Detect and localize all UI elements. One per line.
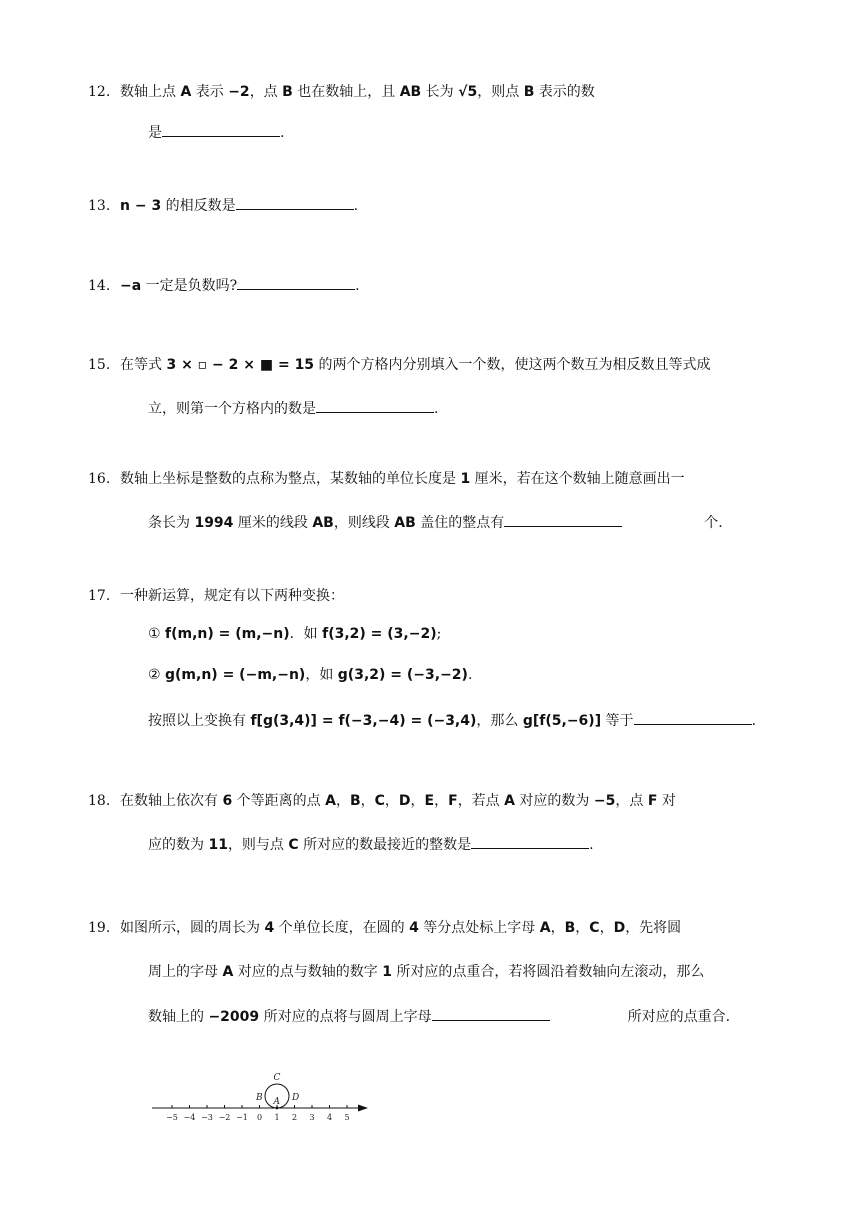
question-text: 所对应的点重合. bbox=[627, 1009, 731, 1025]
circle-label-c: C bbox=[273, 1073, 281, 1083]
question-text: ， bbox=[410, 793, 425, 809]
math-expression: 11 bbox=[208, 837, 228, 853]
math-expression: C bbox=[589, 920, 600, 936]
question-number: 15. bbox=[88, 357, 111, 373]
question-line bbox=[88, 586, 344, 606]
math-expression: −5 bbox=[593, 793, 616, 809]
answer-blank[interactable] bbox=[316, 398, 434, 413]
question-line bbox=[148, 624, 441, 644]
question-text: ，则与点 bbox=[227, 837, 289, 853]
question-text: 厘米，若在这个数轴上随意画出一 bbox=[470, 471, 685, 487]
axis-tick-label: −3 bbox=[201, 1113, 213, 1122]
math-expression: A bbox=[180, 84, 192, 100]
axis-tick-label: 5 bbox=[344, 1113, 350, 1122]
math-expression: E bbox=[424, 793, 435, 809]
answer-blank[interactable] bbox=[471, 834, 589, 849]
question-text: ，点 bbox=[615, 793, 648, 809]
math-expression: 4 bbox=[264, 920, 275, 936]
axis-tick-label: 0 bbox=[256, 1113, 263, 1122]
question-text: 个等距离的点 bbox=[232, 793, 326, 809]
question-text: . bbox=[434, 401, 439, 417]
question-text: 所对应的数最接近的整数是 bbox=[298, 837, 472, 853]
question-text: ， bbox=[550, 920, 565, 936]
question-text: ，那么 bbox=[476, 713, 523, 729]
question-text: 个单位长度，在圆的 bbox=[274, 920, 410, 936]
math-expression: −2 bbox=[228, 84, 250, 100]
question-text: ， bbox=[335, 793, 350, 809]
question-text: 对 bbox=[657, 793, 676, 809]
question-text: ， bbox=[434, 793, 449, 809]
question-text: . bbox=[353, 198, 359, 214]
question-text: 的相反数是 bbox=[161, 198, 236, 214]
answer-blank[interactable] bbox=[432, 1006, 550, 1021]
question-text: ② bbox=[148, 667, 166, 683]
answer-blank[interactable] bbox=[634, 710, 752, 725]
question-line bbox=[88, 82, 595, 102]
math-expression: C bbox=[374, 793, 385, 809]
question-text: ， bbox=[599, 920, 614, 936]
question-number: 13. bbox=[88, 198, 111, 214]
question-line bbox=[148, 834, 594, 855]
question-line bbox=[88, 195, 358, 216]
math-expression: 1 bbox=[382, 964, 392, 980]
question-text: 数轴上坐标是整数的点称为整点，某数轴的单位长度是 bbox=[120, 471, 461, 487]
question-text: ，点 bbox=[249, 84, 283, 100]
question-text: ， bbox=[384, 793, 399, 809]
question-line bbox=[148, 962, 704, 982]
answer-blank[interactable] bbox=[504, 512, 622, 527]
answer-blank[interactable] bbox=[162, 122, 280, 137]
answer-blank[interactable] bbox=[236, 195, 354, 210]
question-text: . bbox=[751, 713, 757, 729]
question-text: ，如 bbox=[305, 667, 338, 683]
question-number: 17. bbox=[88, 588, 111, 604]
axis-tick-label: −4 bbox=[183, 1113, 196, 1122]
math-expression: 6 bbox=[222, 793, 233, 809]
circle-label-d: D bbox=[292, 1093, 300, 1103]
math-expression: A bbox=[222, 964, 234, 980]
circle-label-b: B bbox=[256, 1093, 263, 1103]
math-expression: g[f(5,−6)] bbox=[522, 713, 602, 729]
axis-tick-label: 2 bbox=[291, 1113, 298, 1122]
question-text: 在数轴上依次有 bbox=[120, 793, 223, 809]
question-text: 表示的数 bbox=[534, 84, 595, 100]
math-expression: AB bbox=[312, 515, 334, 531]
math-expression: AB bbox=[394, 515, 416, 531]
question-text: ，则点 bbox=[477, 84, 524, 100]
math-expression: F bbox=[448, 793, 458, 809]
question-line bbox=[148, 665, 472, 685]
question-text: . bbox=[355, 278, 360, 294]
math-expression: g(m,n) = (−m,−n) bbox=[165, 667, 306, 683]
question-text: 在等式 bbox=[120, 357, 167, 373]
math-expression: g(3,2) = (−3,−2) bbox=[337, 667, 468, 683]
question-text: 盖住的整点有 bbox=[415, 515, 505, 531]
question-line bbox=[88, 355, 711, 375]
question-line bbox=[148, 710, 756, 731]
math-expression: AB bbox=[399, 84, 422, 100]
question-text: ， bbox=[575, 920, 590, 936]
math-expression: B bbox=[564, 920, 576, 936]
question-text: 一定是负数吗? bbox=[141, 278, 238, 294]
math-expression: f[g(3,4)] = f(−3,−4) = (−3,4) bbox=[250, 713, 477, 729]
question-text: 等于 bbox=[601, 713, 634, 729]
question-text: 长为 bbox=[421, 84, 459, 100]
question-text: 的两个方格内分别填入一个数，使这两个数互为相反数且等式成 bbox=[314, 357, 711, 373]
question-text: ，若点 bbox=[457, 793, 505, 809]
question-text: 所对应的点将与圆周上字母 bbox=[259, 1009, 432, 1025]
question-text: 表示 bbox=[191, 84, 229, 100]
math-expression: C bbox=[288, 837, 299, 853]
question-text: ， bbox=[360, 793, 375, 809]
math-expression: A bbox=[539, 920, 551, 936]
question-text: 也在数轴上，且 bbox=[292, 84, 400, 100]
question-line bbox=[88, 275, 360, 296]
question-number: 14. bbox=[88, 278, 111, 294]
math-expression: B bbox=[349, 793, 361, 809]
question-text: 周上的字母 bbox=[148, 964, 223, 980]
math-expression: f(m,n) = (m,−n) bbox=[165, 626, 290, 642]
axis-tick-label: 3 bbox=[309, 1113, 315, 1122]
question-text: 对应的点与数轴的数字 bbox=[233, 964, 383, 980]
question-text: ① bbox=[148, 626, 166, 642]
question-text: . bbox=[467, 667, 473, 683]
question-text: 立，则第一个方格内的数是 bbox=[148, 401, 316, 417]
question-text: . bbox=[280, 125, 285, 141]
math-expression: −a bbox=[120, 278, 142, 294]
axis-tick-label: −1 bbox=[236, 1113, 248, 1122]
question-line bbox=[148, 122, 284, 143]
question-text: 条长为 bbox=[148, 515, 195, 531]
number-line-figure bbox=[150, 1070, 380, 1130]
question-text: ．如 bbox=[289, 626, 323, 642]
question-text: . bbox=[589, 837, 594, 853]
math-expression: D bbox=[398, 793, 411, 809]
circle-point-a bbox=[276, 1107, 279, 1110]
question-line bbox=[88, 918, 681, 938]
math-expression: 3 × ▫ − 2 × ■ = 15 bbox=[166, 357, 315, 373]
question-number: 16. bbox=[88, 471, 111, 487]
question-text: 对应的数为 bbox=[514, 793, 594, 809]
question-text: 数轴上点 bbox=[120, 84, 181, 100]
math-expression: A bbox=[504, 793, 515, 809]
question-text: 厘米的线段 bbox=[233, 515, 313, 531]
axis-tick-label: −5 bbox=[166, 1113, 178, 1122]
math-expression: 1994 bbox=[194, 515, 234, 531]
question-text: 是 bbox=[148, 125, 162, 141]
math-expression: B bbox=[282, 84, 293, 100]
math-expression: n − 3 bbox=[120, 198, 162, 214]
axis-tick-label: 4 bbox=[326, 1113, 333, 1122]
question-line bbox=[88, 469, 685, 489]
question-line bbox=[148, 398, 438, 419]
question-text: 应的数为 bbox=[148, 837, 209, 853]
question-text: 如图所示，圆的周长为 bbox=[120, 920, 265, 936]
math-expression: 1 bbox=[460, 471, 471, 487]
question-text: 数轴上的 bbox=[148, 1009, 209, 1025]
math-expression: D bbox=[613, 920, 626, 936]
question-text: 所对应的点重合，若将圆沿着数轴向左滚动，那么 bbox=[391, 964, 705, 980]
question-text: 按照以上变换有 bbox=[148, 713, 251, 729]
question-text: 等分点处标上字母 bbox=[418, 920, 540, 936]
math-expression: F bbox=[647, 793, 658, 809]
question-text: ，则线段 bbox=[333, 515, 395, 531]
axis-tick-label: −2 bbox=[218, 1113, 231, 1122]
answer-blank[interactable] bbox=[237, 275, 355, 290]
axis-tick-label: 1 bbox=[274, 1113, 280, 1122]
math-expression: A bbox=[325, 793, 336, 809]
question-text: 个. bbox=[704, 515, 723, 531]
question-number: 19. bbox=[88, 920, 111, 936]
math-expression: √5 bbox=[458, 84, 478, 100]
question-line bbox=[148, 1006, 730, 1027]
question-text: ，先将圆 bbox=[625, 920, 682, 936]
circle-label-a: A bbox=[273, 1097, 280, 1107]
math-expression: 4 bbox=[409, 920, 419, 936]
math-expression: B bbox=[523, 84, 535, 100]
math-expression: −2009 bbox=[208, 1009, 260, 1025]
math-expression: f(3,2) = (3,−2) bbox=[322, 626, 437, 642]
axis-arrow-icon bbox=[358, 1105, 368, 1112]
question-line bbox=[148, 512, 723, 533]
question-text: 一种新运算，规定有以下两种变换： bbox=[120, 588, 344, 604]
question-number: 12. bbox=[88, 84, 111, 100]
question-text: ; bbox=[436, 626, 442, 642]
question-line bbox=[88, 791, 676, 811]
question-number: 18. bbox=[88, 793, 111, 809]
